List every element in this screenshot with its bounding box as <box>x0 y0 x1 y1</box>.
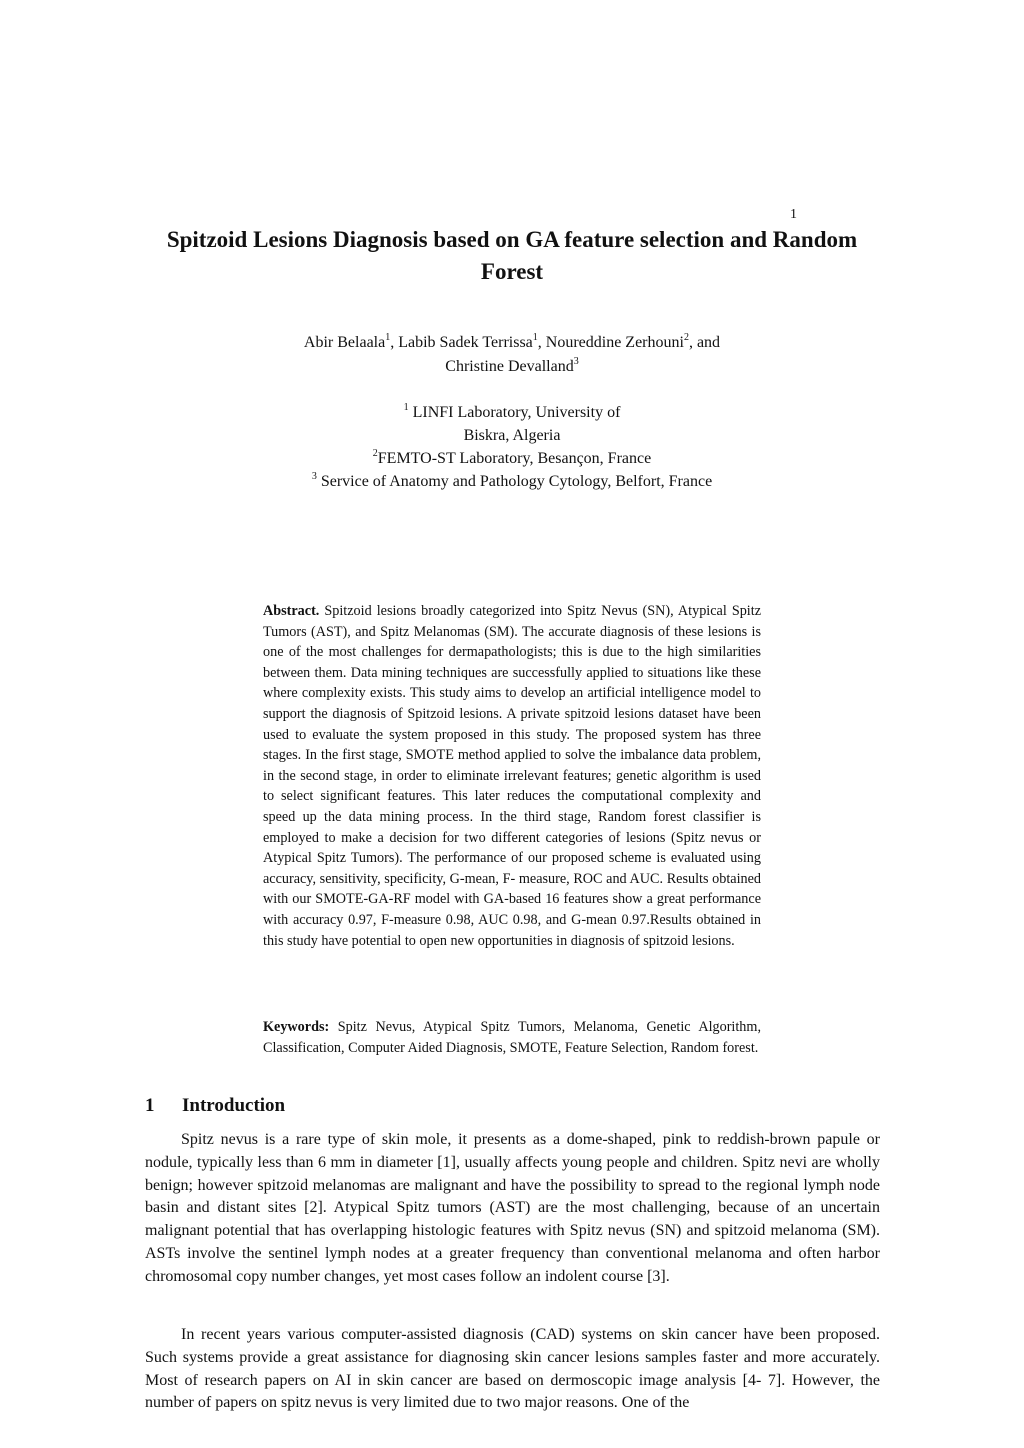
affiliation-1-continued: Biskra, Algeria <box>463 427 561 444</box>
keywords-label: Keywords: <box>263 1019 330 1035</box>
body-paragraph: In recent years various computer-assisted diagnosis (CAD) systems on skin cancer have been proposed. Such systems provide a great assistance for diagnosing skin cancer lesions samples faster and more accurately. Most of research papers on AI in skin cancer are based on dermoscopic image analysis [4- 7]. However, the number of papers on spitz nevus is very limited due to two major reasons. One of the <box>145 1326 880 1412</box>
paper-title: Spitzoid Lesions Diagnosis based on GA feature selection and Random Forest <box>166 227 858 284</box>
affiliation-3: $^3$ Service of Anatomy and Pathology Cytology, Belfort, France <box>311 470 713 490</box>
section-title: Introduction <box>182 1095 286 1116</box>
section-heading <box>145 1093 545 1119</box>
abstract-label: Abstract. <box>263 603 320 619</box>
author-name: Noureddine Zerhouni <box>545 334 684 351</box>
author-affiliation-mark: 1 <box>385 331 391 343</box>
author-affiliation-mark: 1 <box>532 331 538 343</box>
author-name: Abir Belaala <box>303 334 386 351</box>
author-affiliation-mark: 2 <box>683 331 689 343</box>
author-name: Christine Devalland <box>445 358 574 375</box>
keywords <box>263 1017 761 1058</box>
author-affiliation-mark: 3 <box>573 355 579 367</box>
affiliation-2: $^2$FEMTO-ST Laboratory, Besançon, France <box>372 447 652 467</box>
affiliation-1: $^1$ LINFI Laboratory, University of <box>403 401 621 421</box>
page-number: 1 <box>790 207 797 222</box>
abstract <box>263 601 761 951</box>
body-paragraph: Spitz nevus is a rare type of skin mole, it presents as a dome-shaped, pink to reddish-brown papule or nodule, typically less than 6 mm in diameter [1], usually affects young people and children. Spitz nevi are wholly benign; however spitzoid melanomas are malignant and have the possibility to spread to the regional lymph node basin and distant sites [2]. Atypical Spitz tumors (AST) are the most challenging, because of an uncertain malignant potential that has overlapping histologic features with Spitz nevus (SN) and spitzoid melanoma (SM). ASTs involve the sentinel lymph nodes at a greater frequency than conventional melanoma and often harbor chromosomal copy number changes, yet most cases follow an indolent course [3]. <box>145 1131 880 1285</box>
author-list: Abir Belaala$^1$, Labib Sadek Terrissa$^1$, Noureddine Zerhouni$^2$, and Christine Devalland$^3$ <box>303 331 721 375</box>
affiliation-list <box>262 401 762 493</box>
author-name: Labib Sadek Terrissa <box>398 334 533 351</box>
abstract-text: Spitzoid lesions broadly categorized into Spitz Nevus (SN), Atypical Spitz Tumors (AST), and Spitz Melanomas (SM). The accurate diagnosis of these lesions is one of the most challenges for dermapathologists; this is due to the high similarities between them. Data mining techniques are successfully applied to situations like these where complexity exists. This study aims to develop an artificial intelligence model to support the diagnosis of Spitzoid lesions. A private spitzoid lesions dataset have been used to evaluate the system proposed in this study. The proposed system has three stages. In the first stage, SMOTE method applied to solve the imbalance data problem, in the second stage, in order to eliminate irrelevant features; genetic algorithm is used to select significant features. This later reduces the computational complexity and speed up the data mining process. In the third stage, Random forest classifier is employed to make a decision for two different categories of lesions (Spitz nevus or Atypical Spitz Tumors). The performance of our proposed scheme is evaluated using accuracy, sensitivity, specificity, G-mean, F- measure, ROC and AUC. Results obtained with our SMOTE-GA-RF model with GA-based 16 features show a great performance with accuracy 0.97, F-measure 0.98, AUC 0.98, and G-mean 0.97.Results obtained in this study have potential to open new opportunities in diagnosis of spitzoid lesions. <box>263 603 761 949</box>
keywords-text: Spitz Nevus, Atypical Spitz Tumors, Melanoma, Genetic Algorithm, Classification, Computer Aided Diagnosis, SMOTE, Feature Selection, Random forest. <box>263 1019 761 1056</box>
section-number: 1 <box>145 1095 155 1116</box>
